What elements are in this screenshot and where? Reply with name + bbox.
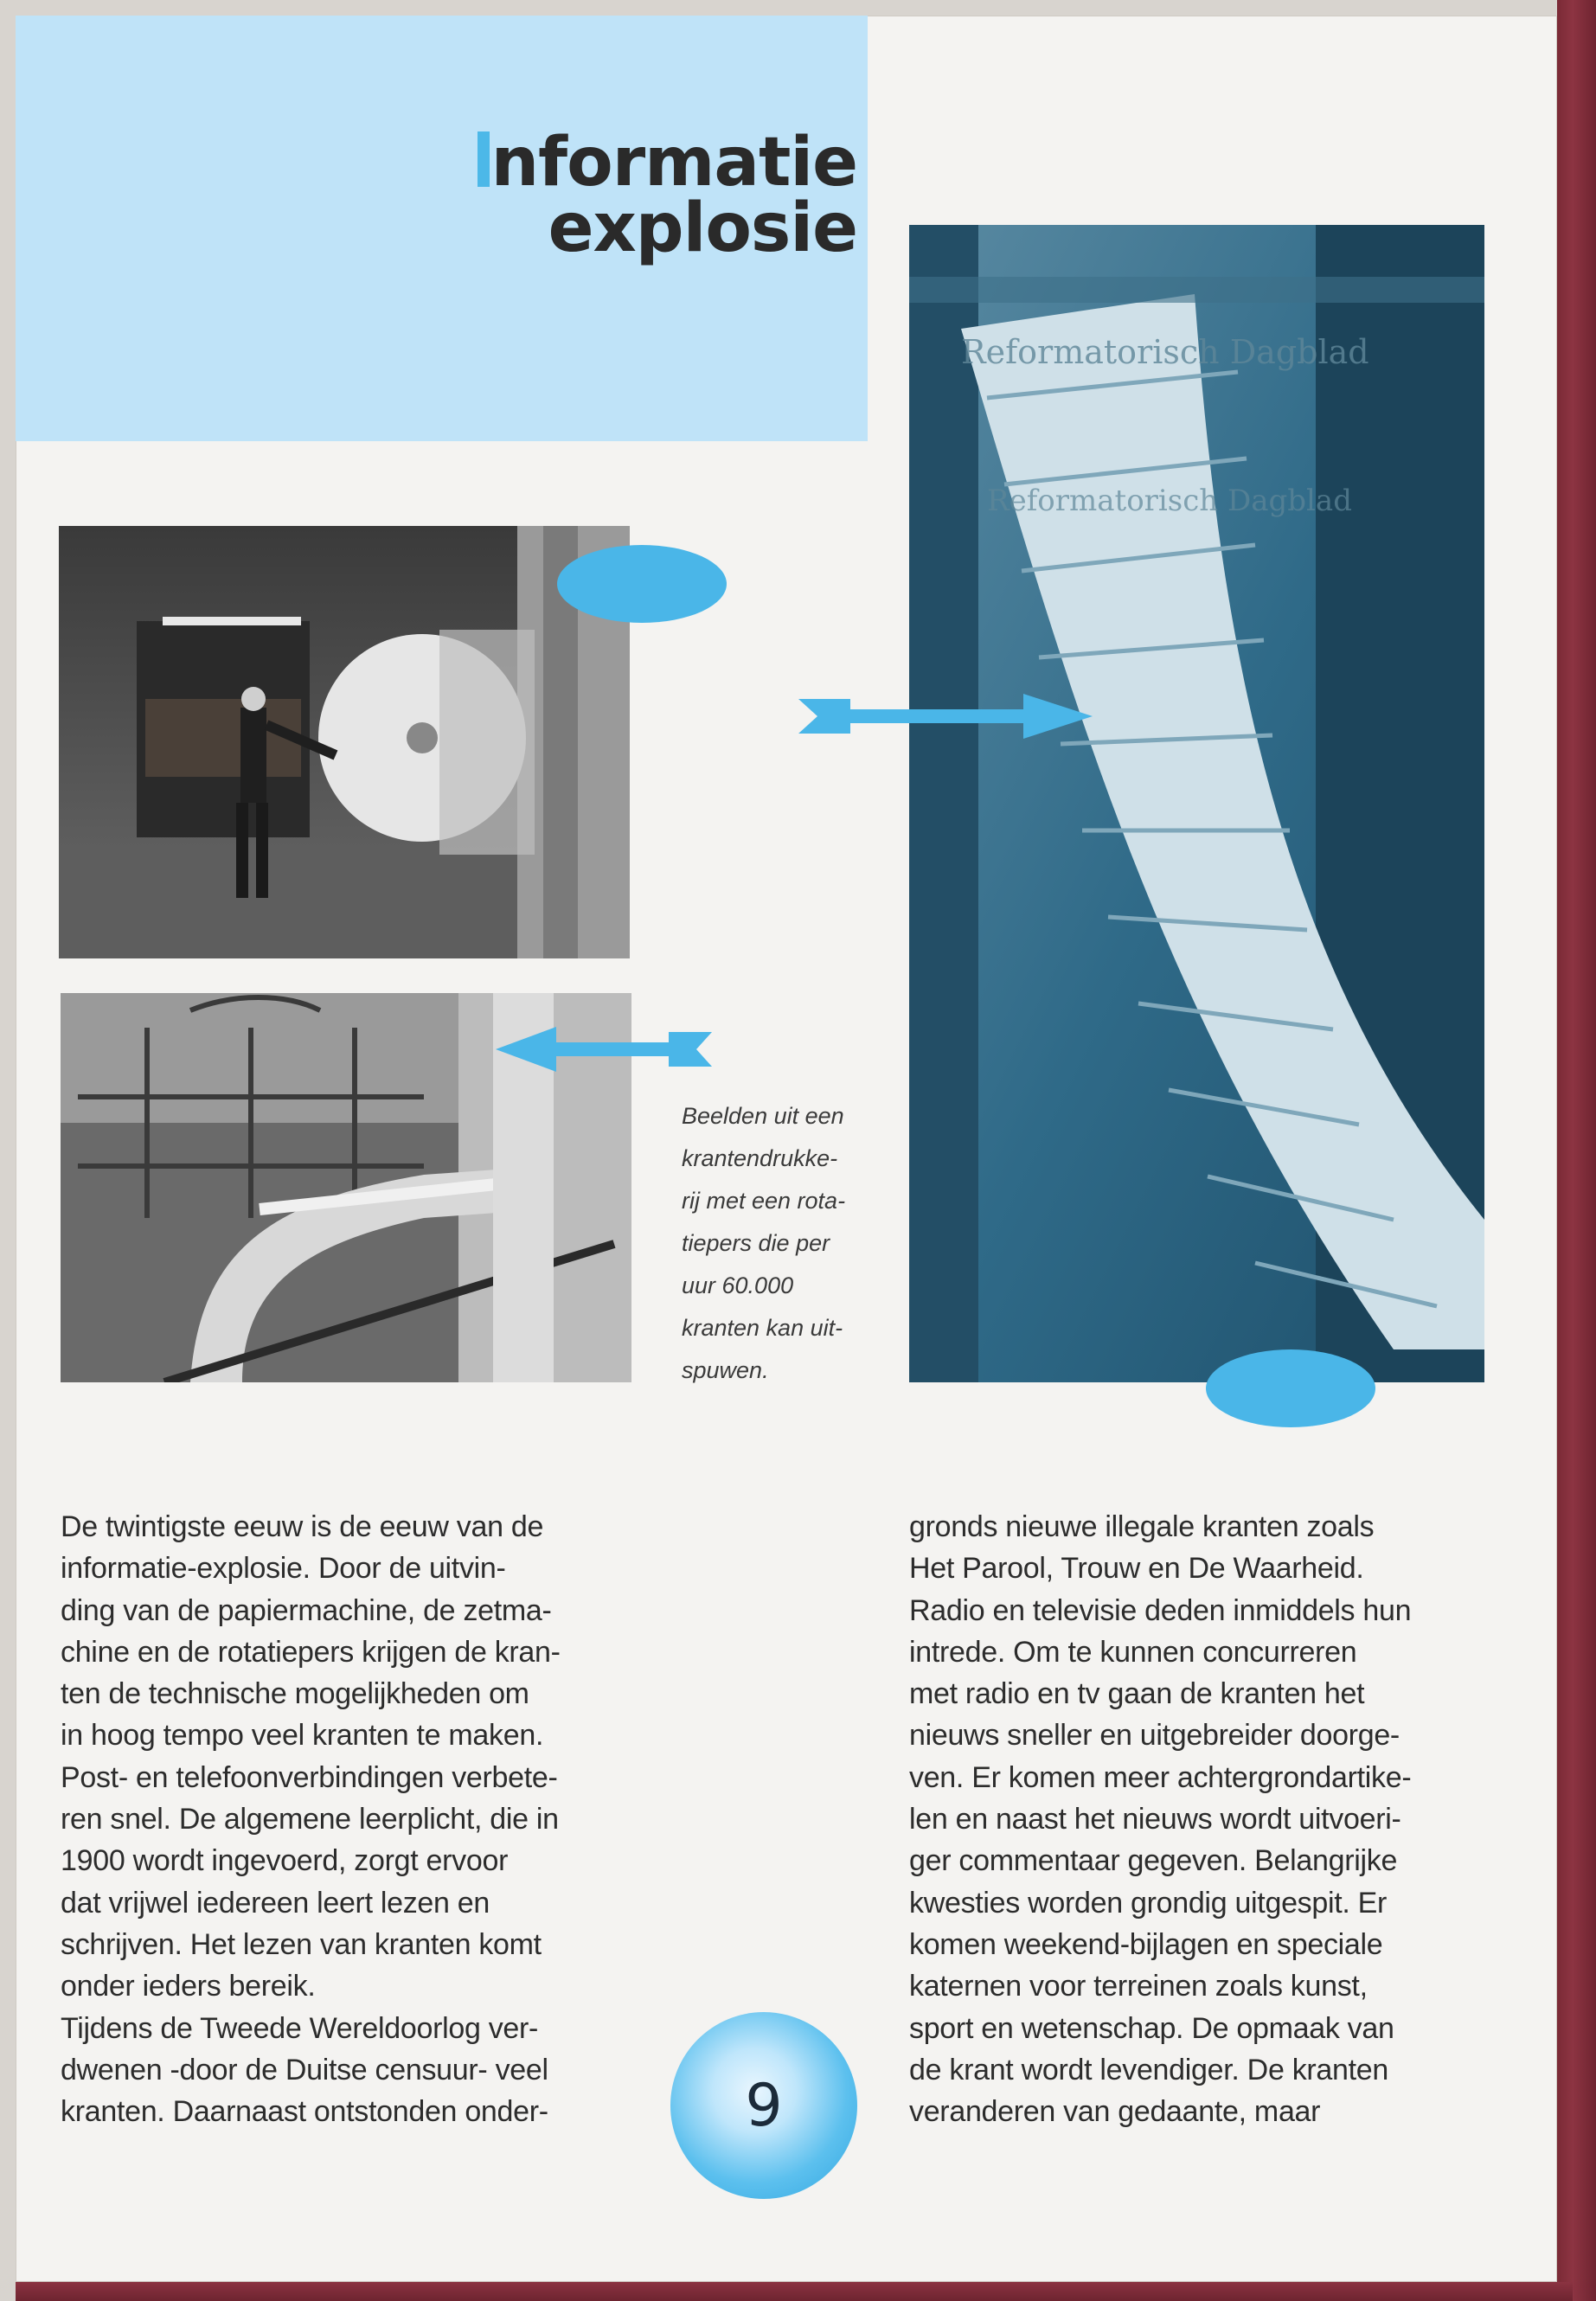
body-line: informatie-explosie. Door de uitvin- xyxy=(61,1552,506,1586)
body-line: komen weekend-bijlagen en speciale xyxy=(909,1927,1383,1961)
body-line: dat vrijwel iedereen leert lezen en xyxy=(61,1886,490,1920)
body-line: 1900 wordt ingevoerd, zorgt ervoor xyxy=(61,1844,509,1878)
body-line: Tijdens de Tweede Wereldoorlog ver- xyxy=(61,2011,539,2045)
body-line: len en naast het nieuws wordt uitvoeri- xyxy=(909,1803,1401,1836)
caption-line: uur 60.000 xyxy=(682,1272,794,1298)
book-bottom-edge xyxy=(16,2282,1573,2301)
newspaper-masthead-1: Reformatorisch Dagblad xyxy=(961,333,1369,371)
body-line: katernen voor terreinen zoals kunst, xyxy=(909,1970,1368,2003)
body-line: in hoog tempo veel kranten te maken. xyxy=(61,1719,544,1753)
body-line: veranderen van gedaante, maar xyxy=(909,2095,1321,2129)
photo-printing-press-image xyxy=(59,526,630,958)
body-line: intrede. Om te kunnen concurreren xyxy=(909,1635,1357,1669)
body-line: schrijven. Het lezen van kranten komt xyxy=(61,1927,542,1961)
title-line-1 xyxy=(478,124,857,202)
magazine-page xyxy=(16,16,1557,2282)
body-line: kranten. Daarnaast ontstonden onder- xyxy=(61,2095,548,2129)
body-line: ten de technische mogelijkheden om xyxy=(61,1677,529,1711)
body-line: kwesties worden grondig uitgespit. Er xyxy=(909,1886,1388,1920)
photo-caption xyxy=(682,1095,881,1392)
photo-newspapers-image xyxy=(909,225,1484,1382)
body-text-right-column xyxy=(909,1506,1411,2132)
caption-line: Beelden uit een xyxy=(682,1103,844,1129)
title-banner xyxy=(16,16,868,441)
body-line: Het Parool, Trouw en De Waarheid. xyxy=(909,1552,1364,1586)
body-line: ding van de papiermachine, de zetma- xyxy=(61,1593,552,1627)
caption-line: kranten kan uit- xyxy=(682,1315,843,1341)
decorative-oval xyxy=(557,545,727,623)
body-line: ger commentaar gegeven. Belangrijke xyxy=(909,1844,1398,1878)
newspaper-masthead-2: Reformatorisch Dagblad xyxy=(987,484,1352,518)
body-line: chine en de rotatiepers krijgen de kran- xyxy=(61,1635,561,1669)
body-line: met radio en tv gaan de kranten het xyxy=(909,1677,1365,1711)
decorative-oval xyxy=(1206,1349,1375,1427)
title-initial-bar xyxy=(478,131,490,187)
body-line: de krant wordt levendiger. De kranten xyxy=(909,2053,1389,2086)
body-line: onder ieders bereik. xyxy=(61,1970,316,2003)
body-line: gronds nieuwe illegale kranten zoals xyxy=(909,1510,1375,1543)
photo-newspapers xyxy=(909,225,1484,1382)
body-line: Post- en telefoonverbindingen verbete- xyxy=(61,1760,558,1794)
page-title xyxy=(478,124,857,267)
body-line: ren snel. De algemene leerplicht, die in xyxy=(61,1803,559,1836)
caption-line: tiepers die per xyxy=(682,1230,830,1256)
body-line: ven. Er komen meer achtergrondartike- xyxy=(909,1760,1412,1794)
photo-printing-press xyxy=(59,526,630,958)
title-line-1-text: nformatie xyxy=(490,124,857,202)
body-line: Radio en televisie deden inmiddels hun xyxy=(909,1593,1412,1627)
body-line: sport en wetenschap. De opmaak van xyxy=(909,2011,1394,2045)
caption-line: krantendrukke- xyxy=(682,1145,838,1171)
arrow-left-icon xyxy=(496,1023,712,1075)
body-line: dwenen -door de Duitse censuur- veel xyxy=(61,2053,548,2086)
page-number-badge xyxy=(670,2012,857,2199)
arrow-right-icon xyxy=(798,690,1093,742)
body-text-left-column xyxy=(61,1506,561,2132)
page-number: 9 xyxy=(745,2071,783,2140)
body-line: nieuws sneller en uitgebreider doorge- xyxy=(909,1719,1400,1753)
body-line: De twintigste eeuw is de eeuw van de xyxy=(61,1510,544,1543)
caption-line: spuwen. xyxy=(682,1357,769,1383)
caption-line: rij met een rota- xyxy=(682,1188,846,1214)
book-binding xyxy=(1557,0,1596,2301)
title-line-2: explosie xyxy=(548,189,857,267)
